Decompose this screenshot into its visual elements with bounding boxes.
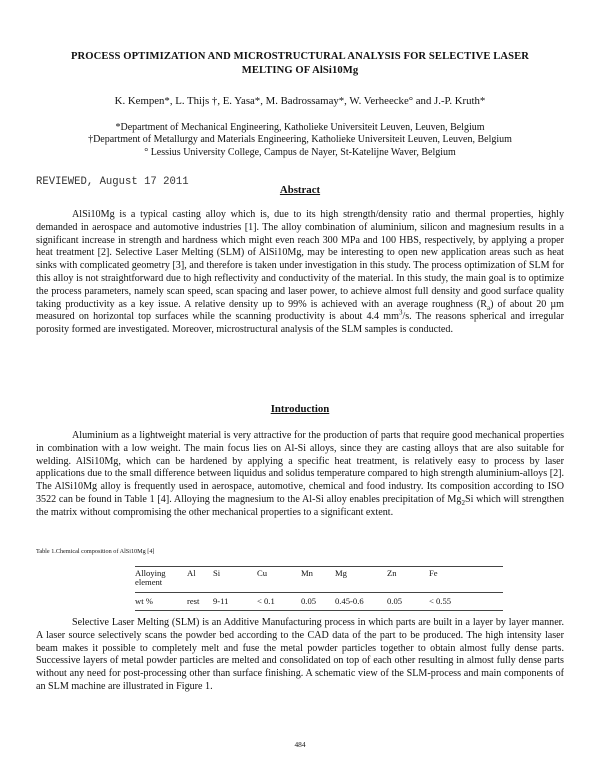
- abstract-paragraph: [36, 209, 564, 337]
- table-cell: < 0.1: [257, 593, 301, 611]
- introduction-paragraph-1: [36, 430, 564, 520]
- table-cell: 9-11: [213, 593, 257, 611]
- title-line-1: PROCESS OPTIMIZATION AND MICROSTRUCTURAL ANALYSIS FOR SELECTIVE LASER: [70, 51, 530, 62]
- header-cell: Mn: [301, 567, 335, 593]
- composition-table: [135, 566, 503, 611]
- intro-text-1: Aluminium as a lightweight material is very attractive for the production of parts that require good mechanical properties in combination with a low weight. The main focus lies on Al-Si alloys, since they are casting alloys that are also suitable for welding. AlSi10Mg, which can be hardened by applying a specific heat treatment, is relatively easy to process by laser applications due to the small difference between liquidus and solidus temperature compared to high strength aluminium-alloys [2]. The AlSi10Mg alloy is frequently used in aerospace, automotive, chemical and food industry. Its composition according to ISO 3522 can be found in Table 1 [4]. Alloying the magnesium to the Al-Si alloy enables precipitation of Mg: [36, 430, 564, 505]
- abstract-text-3: /s. The reasons spherical and irregular porosity formed are investigated. Moreover, microstructural analysis of the SLM samples is conducted.: [36, 311, 564, 336]
- mg-subscript: 2: [461, 499, 465, 507]
- header-cell: Zn: [387, 567, 429, 593]
- affiliation-1: *Department of Mechanical Engineering, Katholieke Universiteit Leuven, Leuven, Belgium: [115, 122, 485, 133]
- table-cell: rest: [187, 593, 213, 611]
- page-number: 484: [294, 740, 306, 749]
- abstract-heading: Abstract: [279, 184, 321, 196]
- paper-title: [40, 50, 560, 78]
- introduction-paragraph-2: Selective Laser Melting (SLM) is an Additive Manufacturing process in which parts are built in a layer by layer manner. A laser source selectively scans the powder bed according to the CAD data of the part to be produced. The high intensity laser beam makes it possible to completely melt and fuse the metal powder particles together to obtain almost fully dense parts. Successive layers of metal powder particles are melted and consolidated on top of each other resulting in almost fully dense parts without any need for post-processing other than surface finishing. A schematic view of the SLM-process and main components of an SLM machine are illustrated in Figure 1.: [36, 617, 564, 692]
- table-cell: 0.05: [387, 593, 429, 611]
- header-label-line-1: Alloying: [135, 568, 166, 578]
- row-label-cell: wt %: [135, 593, 187, 611]
- table-row: [135, 593, 503, 611]
- table-header-row: [135, 567, 503, 593]
- intro-text-2: Si which will strengthen the matrix without compromising the other mechanical properties to a significant extent.: [36, 493, 565, 518]
- header-cell: Si: [213, 567, 257, 593]
- abstract-text-1: AlSi10Mg is a typical casting alloy which is, due to its high strength/density ratio and thermal properties, highly demanded in aerospace and automotive industries [1]. The alloy combination of aluminium, silicon and magnesium results in a significant increase in strength and hardness which might even reach 300 MPa and 100 HBS, respectively, by applying a proper heat treatment [2]. Selective Laser Melting (SLM) of AlSi10Mg, may be interesting to open new application areas such as heat sinks with complicated geometry [3], and therefore is taken under investigation in this study. The process optimization of SLM for this alloy is not straightforward due to high reflectivity and conductivity of the material. In this study, the main goal is to optimize the process parameters, namely scan speed, scan spacing and laser power, to achieve almost full density and good surface quality taking productivity as a key issue. A relative density up to 99% is achieved with an average roughness (R: [36, 209, 564, 310]
- header-cell: Mg: [335, 567, 387, 593]
- cubic-superscript: 3: [398, 309, 403, 318]
- header-cell: Fe: [429, 567, 503, 593]
- author-list: K. Kempen*, L. Thijs †, E. Yasa*, M. Badrossamay*, W. Verheecke° and J.-P. Kruth*: [114, 95, 486, 107]
- table-caption: Table 1.Chemical composition of AlSi10Mg [4]: [36, 548, 155, 555]
- roughness-subscript: a: [486, 303, 491, 312]
- affiliation-3: ° Lessius University College, Campus de Nayer, St-Katelijne Waver, Belgium: [144, 146, 456, 158]
- title-line-2: MELTING OF AlSi10Mg: [241, 65, 359, 76]
- header-cell: [135, 567, 187, 593]
- header-label-line-2: element: [135, 577, 163, 587]
- header-cell: Al: [187, 567, 213, 593]
- affiliations: [20, 122, 580, 159]
- table-cell: 0.05: [301, 593, 335, 611]
- table-cell: < 0.55: [429, 593, 503, 611]
- introduction-heading: Introduction: [270, 403, 330, 415]
- abstract-text-2: ) of about 20 µm measured on horizontal top surfaces while the scanning productivity is about 4.4 mm: [36, 298, 564, 323]
- affiliation-2: †Department of Metallurgy and Materials Engineering, Katholieke Universiteit Leuven, Leuven, Belgium: [88, 134, 512, 146]
- table-cell: 0.45-0.6: [335, 593, 387, 611]
- header-cell: Cu: [257, 567, 301, 593]
- reviewed-stamp: REVIEWED, August 17 2011: [36, 176, 189, 188]
